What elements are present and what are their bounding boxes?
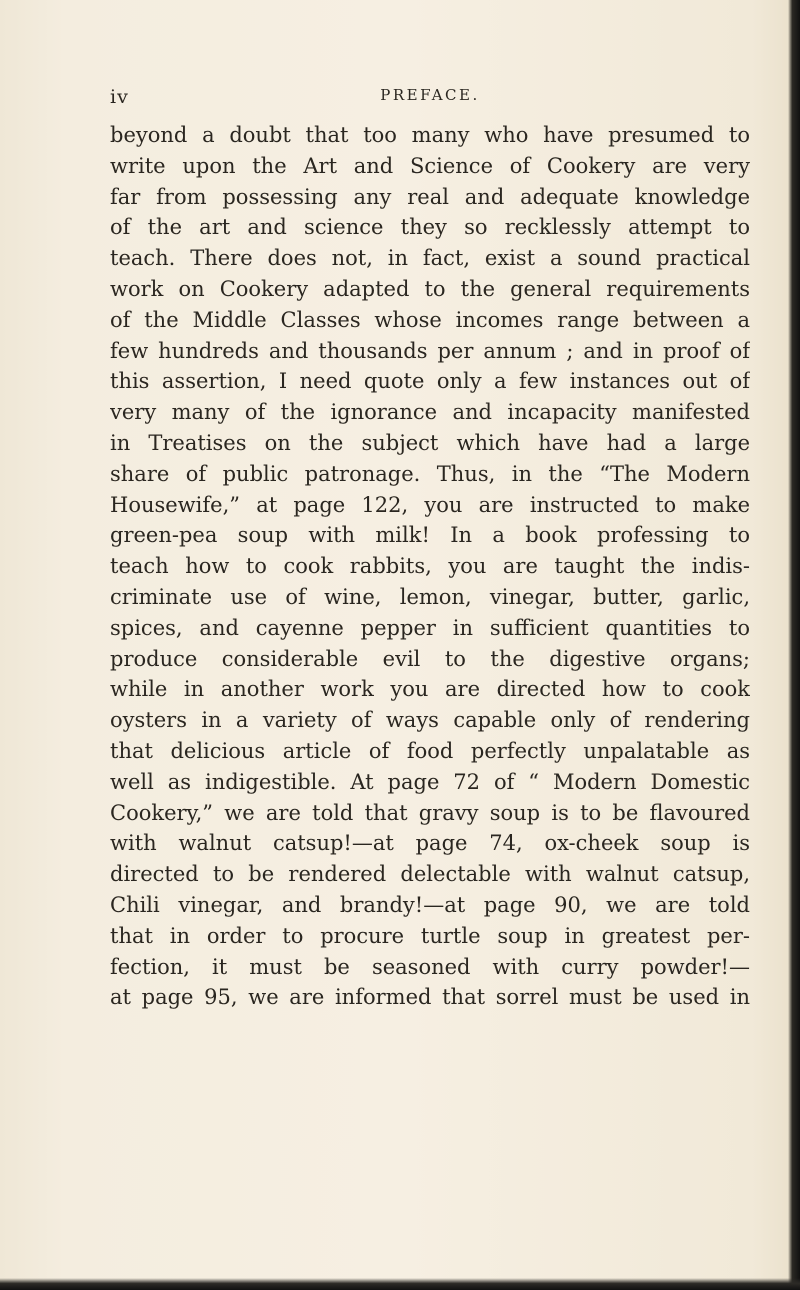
text-line: criminate use of wine, lemon, vinegar, butter, garlic, bbox=[110, 584, 750, 609]
text-line: Chili vinegar, and brandy!—at page 90, we are told bbox=[110, 892, 750, 917]
text-line: beyond a doubt that too many who have presumed to bbox=[110, 123, 750, 147]
text-line: this assertion, I need quote only a few instances out of bbox=[110, 369, 750, 394]
text-line: while in another work you are directed how to cook bbox=[110, 677, 750, 702]
page-header bbox=[110, 86, 750, 110]
text-line: that delicious article of food perfectly unpalatable as bbox=[110, 738, 750, 763]
text-line: teach. There does not, in fact, exist a sound practical bbox=[110, 246, 750, 271]
text-line: oysters in a variety of ways capable only of rendering bbox=[110, 708, 750, 733]
text-line: spices, and cayenne pepper in sufficient quantities to bbox=[110, 615, 750, 640]
text-line: far from possessing any real and adequate knowledge bbox=[110, 184, 750, 209]
text-line: produce considerable evil to the digestive organs; bbox=[110, 646, 750, 671]
text-line: at page 95, we are informed that sorrel must be used in bbox=[110, 985, 750, 1010]
page-bottom-edge-shadow bbox=[0, 1278, 800, 1290]
text-line: of the Middle Classes whose incomes range between a bbox=[110, 307, 750, 332]
text-line: write upon the Art and Science of Cookery are very bbox=[110, 153, 750, 178]
text-line: directed to be rendered delectable with walnut catsup, bbox=[110, 862, 750, 887]
page-number: iv bbox=[110, 86, 129, 108]
text-line: teach how to cook rabbits, you are taught the indis- bbox=[110, 554, 750, 579]
text-line: green-pea soup with milk! In a book professing to bbox=[110, 523, 750, 548]
text-line: that in order to procure turtle soup in greatest per- bbox=[110, 923, 750, 948]
text-line: very many of the ignorance and incapacity manifested bbox=[110, 400, 750, 425]
text-line: of the art and science they so recklessly attempt to bbox=[110, 215, 750, 240]
text-line: share of public patronage. Thus, in the “The Modern bbox=[110, 461, 750, 486]
text-line: in Treatises on the subject which have had a large bbox=[110, 430, 750, 455]
text-line: with walnut catsup!—at page 74, ox-cheek soup is bbox=[110, 831, 750, 856]
text-line: Housewife,” at page 122, you are instructed to make bbox=[110, 492, 750, 517]
running-head: PREFACE. bbox=[380, 86, 480, 104]
text-line: well as indigestible. At page 72 of “ Modern Domestic bbox=[110, 769, 750, 794]
text-line: few hundreds and thousands per annum ; and in proof of bbox=[110, 338, 750, 363]
page-right-edge-shadow bbox=[788, 0, 800, 1290]
text-line: Cookery,” we are told that gravy soup is to be flavoured bbox=[110, 800, 750, 825]
body-text bbox=[110, 120, 750, 1013]
text-line: fection, it must be seasoned with curry powder!— bbox=[110, 954, 750, 979]
text-line: work on Cookery adapted to the general requirements bbox=[110, 276, 750, 301]
